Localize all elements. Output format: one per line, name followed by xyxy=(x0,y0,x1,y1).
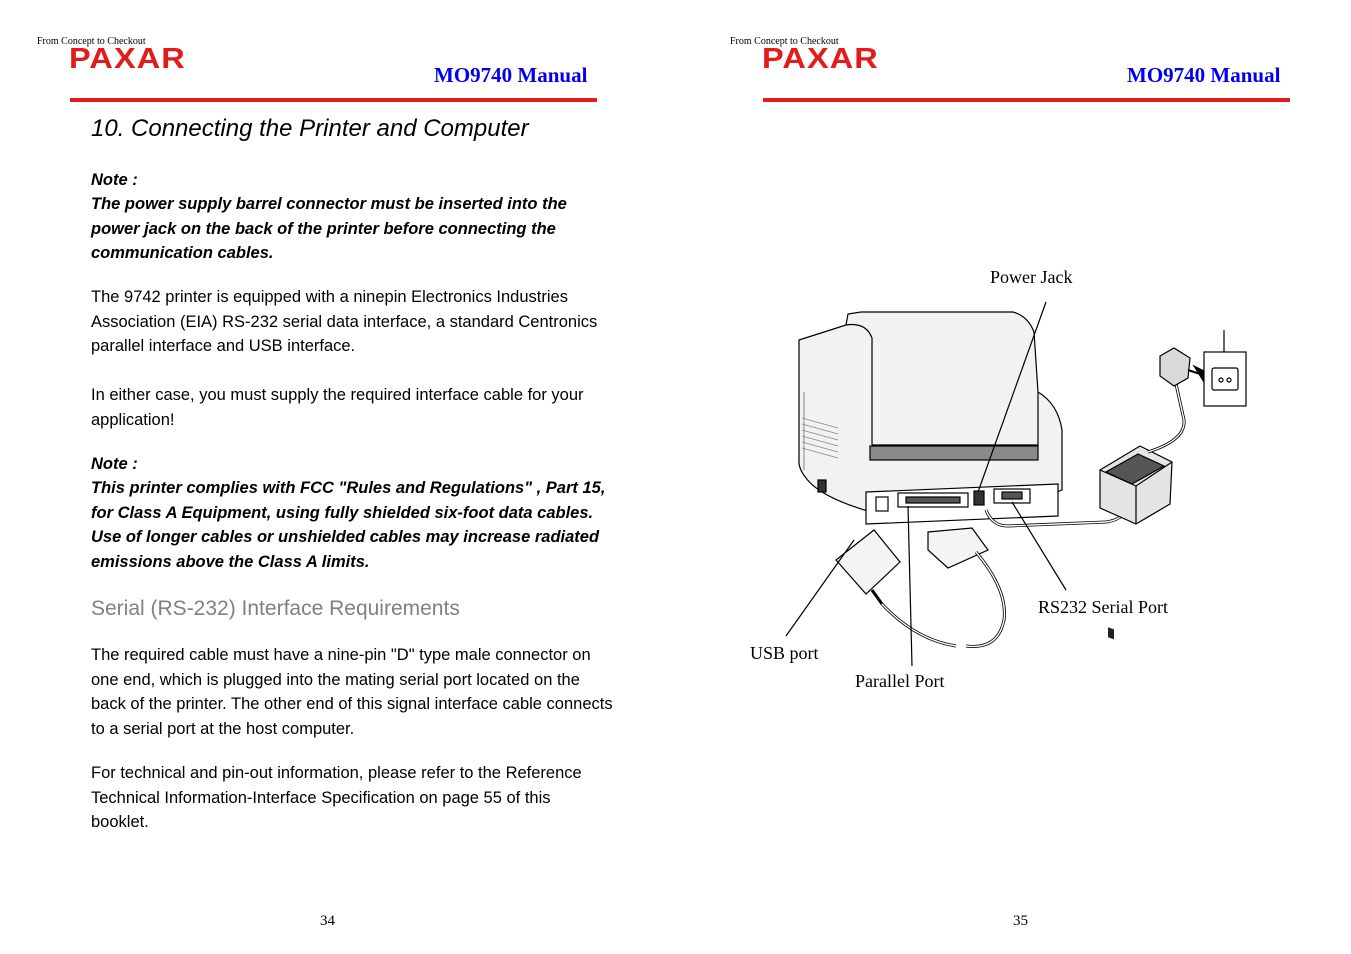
manual-title: MO9740 Manual xyxy=(434,63,588,87)
right-page xyxy=(676,0,1351,954)
leader-usb xyxy=(786,540,854,636)
paragraph-reference: For technical and pin-out information, please refer to the Reference Technical Information-Interface Specification on page 55 of this booklet. xyxy=(91,764,582,831)
paragraph-serial-cable: The required cable must have a nine-pin "D" type male connector on one end, which is plugged into the mating serial port located on the back of the printer. The other end of this signal interface cable connects to a serial port at the host computer. xyxy=(91,646,613,738)
note-body: The power supply barrel connector must be inserted into the power jack on the back of the printer before connecting the communication cables. xyxy=(91,195,567,262)
manual-title: MO9740 Manual xyxy=(1127,63,1281,87)
page-number: 34 xyxy=(320,913,335,929)
usb-connector xyxy=(836,530,900,594)
label-parallel-port: Parallel Port xyxy=(855,671,945,691)
paragraph-cable-supply: In either case, you must supply the required interface cable for your application! xyxy=(91,386,584,429)
paper-slot xyxy=(870,446,1038,460)
label-rs232-serial-port: RS232 Serial Port xyxy=(1038,597,1169,617)
parallel-connector xyxy=(928,528,988,568)
header-tagline: From Concept to Checkout xyxy=(730,36,839,47)
paxar-logo: PAXAR xyxy=(69,43,186,75)
label-power-jack: Power Jack xyxy=(990,267,1073,287)
note-body-fcc: This printer complies with FCC "Rules and Regulations" , Part 15, for Class A Equipment, using fully shielded six-foot data cables. Use of longer cables or unshielded cables may increase radiated emissions above the Class A limits. xyxy=(91,479,606,571)
header-divider xyxy=(70,98,597,102)
printer-connection-illustration xyxy=(676,0,1351,954)
note-title: Note : xyxy=(91,455,138,473)
note-title: Note : xyxy=(91,171,138,189)
label-usb-port: USB port xyxy=(750,643,819,663)
subheading-serial: Serial (RS-232) Interface Requirements xyxy=(91,597,460,620)
power-jack-socket xyxy=(974,491,984,505)
paxar-logo: PAXAR xyxy=(762,43,879,75)
page-number: 35 xyxy=(1013,913,1028,929)
wall-plug xyxy=(1160,348,1190,386)
leader-parallel xyxy=(908,506,912,666)
paragraph-interfaces: The 9742 printer is equipped with a ninepin Electronics Industries Association (EIA) RS-232 serial data interface, a standard Centronics parallel interface and USB interface. xyxy=(91,288,598,355)
section-heading: 10. Connecting the Printer and Computer xyxy=(91,115,529,142)
header-tagline: From Concept to Checkout xyxy=(37,36,146,47)
wall-outlet xyxy=(1204,352,1246,406)
